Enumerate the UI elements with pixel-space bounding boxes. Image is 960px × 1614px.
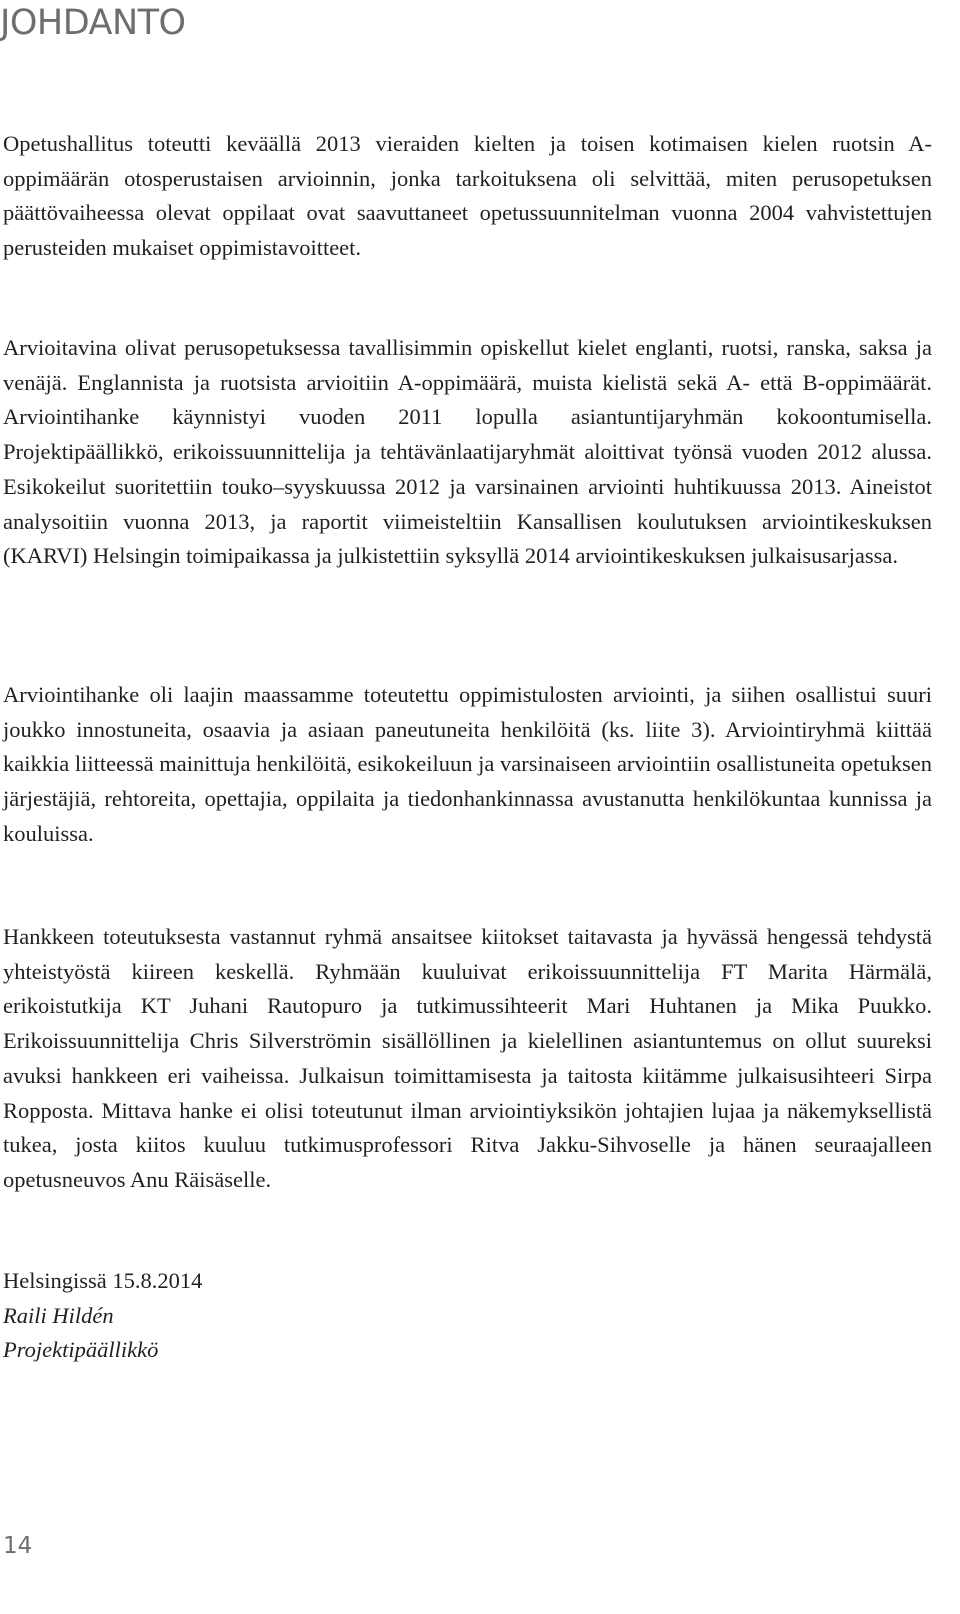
page-number: 14 — [3, 1533, 33, 1559]
paragraph-4: Hankkeen toteutuksesta vastannut ryhmä ansaitsee kiitokset taitavasta ja hyvässä hengessä tehdystä yhteistyöstä kiireen keskellä. Ryhmään kuuluivat erikoissuunnittelija FT Marita Härmälä, erikoistutkija KT Juhani Rautopuro ja tutkimussihteerit Mari Huhtanen ja Mika Puukko. Erikoissuunnittelija Chris Silverströmin sisällöllinen ja kielellinen asiantuntemus on ollut suureksi avuksi hankkeen eri vaiheissa. Julkaisun toimittamisesta ja taitosta kiitämme julkaisusihteeri Sirpa Ropposta. Mittava hanke ei olisi toteutunut ilman arviointiyksikön johtajien lujaa ja näkemyksellistä tukea, josta kiitos kuuluu tutkimusprofessori Ritva Jakku-Sihvoselle ja hänen seuraajalleen opetusneuvos Anu Räisäselle. — [3, 924, 932, 1192]
paragraph-2: Arvioitavina olivat perusopetuksessa tavallisimmin opiskellut kielet englanti, ruotsi, ranska, saksa ja venäjä. Englannista ja ruotsista arvioitiin A-oppimäärä, muista kielistä sekä A- että B-oppimäärät. Arviointihanke käynnistyi vuoden 2011 lopulla asiantuntijaryhmän kokoontumisella. Projektipäällikkö, erikoissuunnittelija ja tehtävänlaatijaryhmät aloittivat työnsä vuoden 2012 alussa. Esikokeilut suoritettiin touko–syyskuussa 2012 ja varsinainen arviointi huhtikuussa 2013. Aineistot analysoitiin vuonna 2013, ja raportit viimeisteltiin Kansallisen koulutuksen arviointikeskuksen (KARVI) Helsingin toimipaikassa ja julkistettiin syksyllä 2014 arviointikeskuksen julkaisusarjassa. — [3, 335, 932, 569]
signature-name: Raili Hildén — [3, 1302, 114, 1328]
signature-role: Projektipäällikkö — [3, 1337, 159, 1363]
page-title: JOHDANTO — [0, 3, 186, 43]
signature-place-date: Helsingissä 15.8.2014 — [3, 1268, 203, 1293]
paragraph-1: Opetushallitus toteutti keväällä 2013 vieraiden kielten ja toisen kotimaisen kielen ruotsin A-oppimäärän otosperustaisen arvioinnin, jonka tarkoituksena oli selvittää, miten perusopetuksen päättövaiheessa olevat oppilaat ovat saavuttaneet opetussuunnitelman vuonna 2004 vahvistettujen perusteiden mukaiset oppimistavoitteet. — [3, 131, 932, 261]
paragraph-3: Arviointihanke oli laajin maassamme toteutettu oppimistulosten arviointi, ja siihen osallistui suuri joukko innostuneita, osaavia ja asiaan paneutuneita henkilöitä (ks. liite 3). Arviointiryhmä kiittää kaikkia liitteessä mainittuja henkilöitä, esikokeiluun ja varsinaiseen arviointiin osallistuneita opetuksen järjestäjiä, rehtoreita, opettajia, oppilaita ja tiedonhankinnassa avustanutta henkilökuntaa kunnissa ja kouluissa. — [3, 682, 932, 846]
signature-block — [3, 1264, 202, 1368]
